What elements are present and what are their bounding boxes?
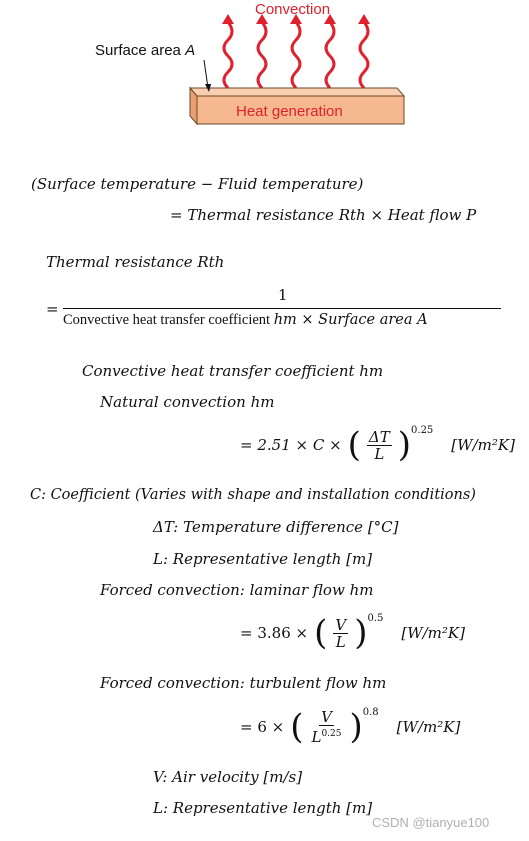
eq1-line1: (Surface temperature − Fluid temperature)	[31, 175, 364, 193]
v-definition: V: Air velocity [m/s]	[153, 768, 303, 786]
natural-formula: = 2.51 × C × ( $\frac{\Delta T}{L}$ ) $^{0.25}$ [W/m²K]	[240, 424, 515, 465]
convection-arrow	[326, 22, 334, 88]
convection-arrow	[224, 22, 232, 88]
l-definition: L: Representative length [m]	[153, 550, 373, 568]
watermark: CSDN @tianyue100	[372, 815, 490, 830]
eq2-denominator: Convective heat transfer coefficient hm × Surface area A	[63, 312, 428, 328]
c-definition: C: Coefficient (Varies with shape and installation conditions)	[30, 487, 476, 503]
eq2-numerator: 1	[278, 286, 288, 304]
turbulent-title: Forced convection: turbulent flow hm	[100, 674, 387, 692]
l-definition-2: L: Representative length [m]	[153, 799, 373, 817]
dt-definition: ΔT: Temperature difference [°C]	[153, 518, 399, 536]
eq2-title: Thermal resistance Rth	[46, 253, 225, 271]
convection-diagram	[0, 0, 529, 135]
eq2-equals: =	[46, 300, 59, 318]
heat-generation-label: Heat generation	[236, 103, 343, 120]
laminar-title: Forced convection: laminar flow hm	[100, 581, 374, 599]
natural-title: Natural convection hm	[100, 393, 275, 411]
surface-area-label: Surface area A	[95, 42, 196, 59]
eq2-fraction-bar	[63, 308, 501, 309]
laminar-formula: = 3.86 × ( $\frac{V}{L}$ ) $^{0.5}$ [W/m²K]	[240, 612, 465, 653]
turbulent-formula: = 6 × ( $\frac{V}{L^{0.25}}$ ) $^{0.8}$ [W/m²K]	[240, 706, 461, 747]
eq1-line2: = Thermal resistance Rth × Heat flow P	[170, 206, 477, 224]
convection-arrow	[360, 22, 368, 88]
hm-title: Convective heat transfer coefficient hm	[82, 362, 384, 380]
convection-arrow	[292, 22, 300, 88]
convection-label: Convection	[255, 1, 331, 18]
convection-arrows	[224, 22, 368, 88]
convection-arrow	[258, 22, 266, 88]
